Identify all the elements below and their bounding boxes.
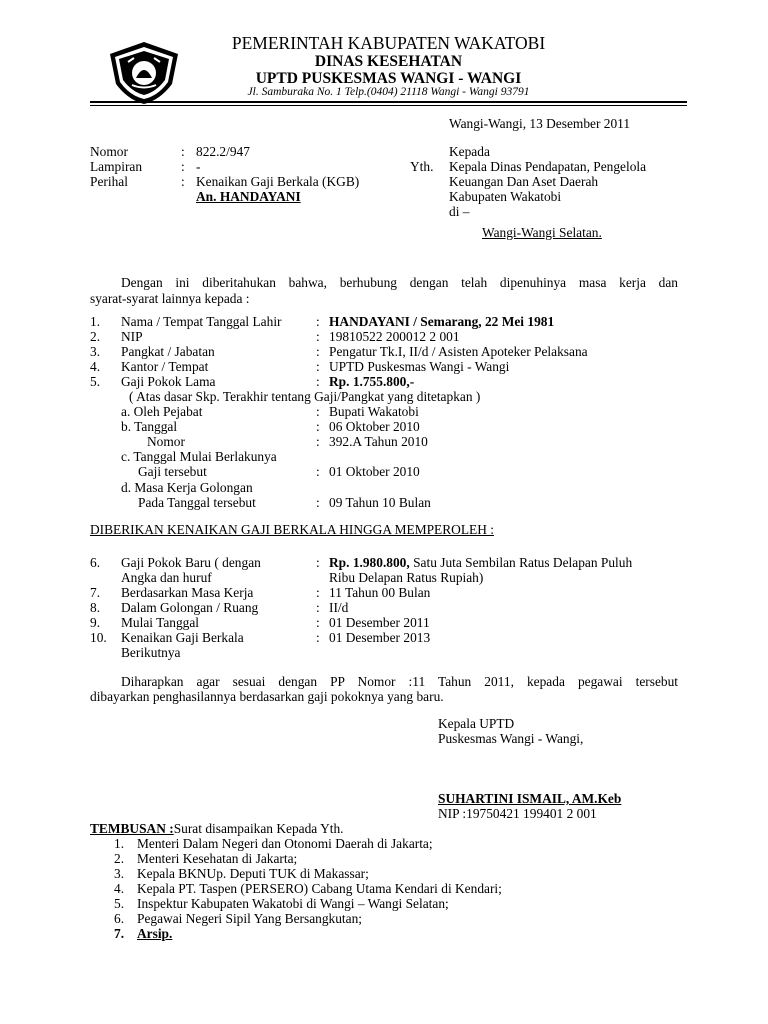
item-label: Berdasarkan Masa Kerja (121, 585, 254, 600)
closing-line2: dibayarkan penghasilannya berdasarkan gaji pokoknya yang baru. (90, 689, 444, 704)
item-colon: : (316, 329, 320, 344)
item-number: 3. (90, 344, 101, 359)
header-divider-thin (90, 105, 687, 106)
basis-colon: : (316, 419, 320, 434)
recipient-kepada: Kepada (449, 144, 490, 159)
item-value-name: HANDAYANI / Semarang, 22 Mei 1981 (329, 314, 555, 329)
basis-colon: : (316, 404, 320, 419)
item-colon: : (316, 615, 320, 630)
basis-note: ( Atas dasar Skp. Terakhir tentang Gaji/Pangkat yang ditetapkan ) (129, 389, 481, 404)
item-label: Nama / Tempat Tanggal Lahir (121, 314, 282, 329)
cc-text-archive: Arsip. (137, 926, 173, 941)
cc-number: 5. (114, 896, 125, 911)
item-colon: : (316, 555, 320, 570)
cc-text: Pegawai Negeri Sipil Yang Bersangkutan; (137, 911, 363, 926)
basis-colon: : (316, 495, 320, 510)
item-value-next: 01 Desember 2013 (329, 630, 431, 645)
item-value-rank: Pengatur Tk.I, II/d / Asisten Apoteker Pelaksana (329, 344, 588, 359)
basis-colon: : (316, 464, 320, 479)
item-label: Pangkat / Jabatan (121, 344, 215, 359)
basis-b2-label: Nomor (147, 434, 185, 449)
item-label: Kenaikan Gaji Berkala (121, 630, 244, 645)
item-value-grade: II/d (329, 600, 349, 615)
cc-number: 1. (114, 836, 125, 851)
basis-c-label2: Gaji tersebut (138, 464, 207, 479)
recipient-city: Wangi-Wangi Selatan. (482, 225, 602, 240)
nomor-value: 822.2/947 (196, 144, 250, 159)
cc-number: 6. (114, 911, 125, 926)
perihal-value: Kenaikan Gaji Berkala (KGB) (196, 174, 360, 189)
item-colon: : (316, 359, 320, 374)
item-label: Mulai Tanggal (121, 615, 200, 630)
recipient-line4: di – (449, 204, 470, 219)
signature-name: SUHARTINI ISMAIL, AM.Keb (438, 791, 622, 806)
item-label: NIP (121, 329, 143, 344)
item-colon: : (316, 374, 320, 389)
item-label: Berikutnya (121, 645, 181, 660)
cc-number: 2. (114, 851, 125, 866)
closing-line1: Diharapkan agar sesuai dengan PP Nomor :11 Tahun 2011, kepada pegawai tersebut (121, 674, 678, 689)
basis-c-value: 01 Oktober 2010 (329, 464, 420, 479)
yth-label: Yth. (410, 159, 434, 174)
new-salary-amount: Rp. 1.980.800, (329, 555, 410, 570)
cc-number: 4. (114, 881, 125, 896)
basis-b-label: b. Tanggal (121, 419, 178, 434)
item-colon: : (316, 585, 320, 600)
header-divider-thick (90, 101, 687, 103)
item-number: 2. (90, 329, 101, 344)
item-colon: : (316, 344, 320, 359)
basis-d-label1: d. Masa Kerja Golongan (121, 480, 253, 495)
item-label: Dalam Golongan / Ruang (121, 600, 259, 615)
basis-d-label2: Pada Tanggal tersebut (138, 495, 256, 510)
perihal-colon: : (181, 174, 185, 189)
item-label: Kantor / Tempat (121, 359, 209, 374)
item-number: 4. (90, 359, 101, 374)
new-salary-words: Satu Juta Sembilan Ratus Delapan Puluh (409, 555, 633, 570)
signature-title2: Puskesmas Wangi - Wangi, (438, 731, 584, 746)
basis-a-value: Bupati Wakatobi (329, 404, 419, 419)
cc-text: Kepala PT. Taspen (PERSERO) Cabang Utama Kendari di Kendari; (137, 881, 502, 896)
header-department: DINAS KESEHATAN (314, 53, 463, 70)
item-value-new-salary (329, 555, 632, 570)
item-number: 9. (90, 615, 101, 630)
cc-text: Inspektur Kabupaten Wakatobi di Wangi – Wangi Selatan; (137, 896, 449, 911)
signature-title1: Kepala UPTD (438, 716, 515, 731)
item-value-service: 11 Tahun 00 Bulan (329, 585, 431, 600)
intro-line2: syarat-syarat lainnya kepada : (90, 291, 250, 306)
nomor-label: Nomor (90, 144, 128, 159)
tembusan-heading (90, 821, 344, 836)
basis-colon: : (316, 434, 320, 449)
item-value-start: 01 Desember 2011 (329, 615, 430, 630)
perihal-label: Perihal (90, 174, 128, 189)
cc-text: Menteri Dalam Negeri dan Otonomi Daerah di Jakarta; (137, 836, 433, 851)
item-number: 8. (90, 600, 101, 615)
section-title: DIBERIKAN KENAIKAN GAJI BERKALA HINGGA MEMPEROLEH : (90, 522, 494, 537)
signature-nip: NIP :19750421 199401 2 001 (438, 806, 597, 821)
item-label: Gaji Pokok Lama (121, 374, 216, 389)
lampiran-label: Lampiran (90, 159, 143, 174)
item-value-office: UPTD Puskesmas Wangi - Wangi (329, 359, 510, 374)
basis-d-value: 09 Tahun 10 Bulan (329, 495, 431, 510)
cc-number: 3. (114, 866, 125, 881)
cc-number: 7. (114, 926, 125, 941)
item-number: 6. (90, 555, 101, 570)
item-colon: : (316, 314, 320, 329)
nomor-colon: : (181, 144, 185, 159)
tembusan-label: TEMBUSAN : (90, 821, 174, 836)
lampiran-value: - (196, 159, 201, 174)
basis-b2-value: 392.A Tahun 2010 (329, 434, 428, 449)
cc-text: Menteri Kesehatan di Jakarta; (137, 851, 298, 866)
header-government: PEMERINTAH KABUPATEN WAKATOBI (231, 33, 546, 53)
new-salary-words-cont: Ribu Delapan Ratus Rupiah) (329, 570, 484, 585)
item-value-nip: 19810522 200012 2 001 (329, 329, 460, 344)
letter-date: Wangi-Wangi, 13 Desember 2011 (449, 116, 631, 131)
item-number: 7. (90, 585, 101, 600)
recipient-line3: Kabupaten Wakatobi (449, 189, 562, 204)
item-value-old-salary: Rp. 1.755.800,- (329, 374, 415, 389)
item-number: 1. (90, 314, 101, 329)
cc-text: Kepala BKNUp. Deputi TUK di Makassar; (137, 866, 369, 881)
item-colon: : (316, 600, 320, 615)
recipient-line1: Kepala Dinas Pendapatan, Pengelola (449, 159, 647, 174)
basis-a-label: a. Oleh Pejabat (121, 404, 203, 419)
item-label: Angka dan huruf (121, 570, 212, 585)
item-number: 5. (90, 374, 101, 389)
tembusan-intro: Surat disampaikan Kepada Yth. (173, 821, 344, 836)
item-colon: : (316, 630, 320, 645)
basis-b-value: 06 Oktober 2010 (329, 419, 420, 434)
header-address: Jl. Samburaka No. 1 Telp.(0404) 21118 Wangi - Wangi 93791 (247, 86, 530, 98)
item-number: 10. (90, 630, 107, 645)
item-label: Gaji Pokok Baru ( dengan (121, 555, 261, 570)
basis-c-label1: c. Tanggal Mulai Berlakunya (121, 449, 277, 464)
header-unit: UPTD PUSKESMAS WANGI - WANGI (255, 70, 522, 87)
intro-line1: Dengan ini diberitahukan bahwa, berhubung dengan telah dipenuhinya masa kerja dan (121, 275, 678, 290)
recipient-line2: Keuangan Dan Aset Daerah (449, 174, 599, 189)
lampiran-colon: : (181, 159, 185, 174)
perihal-name: An. HANDAYANI (196, 189, 301, 204)
